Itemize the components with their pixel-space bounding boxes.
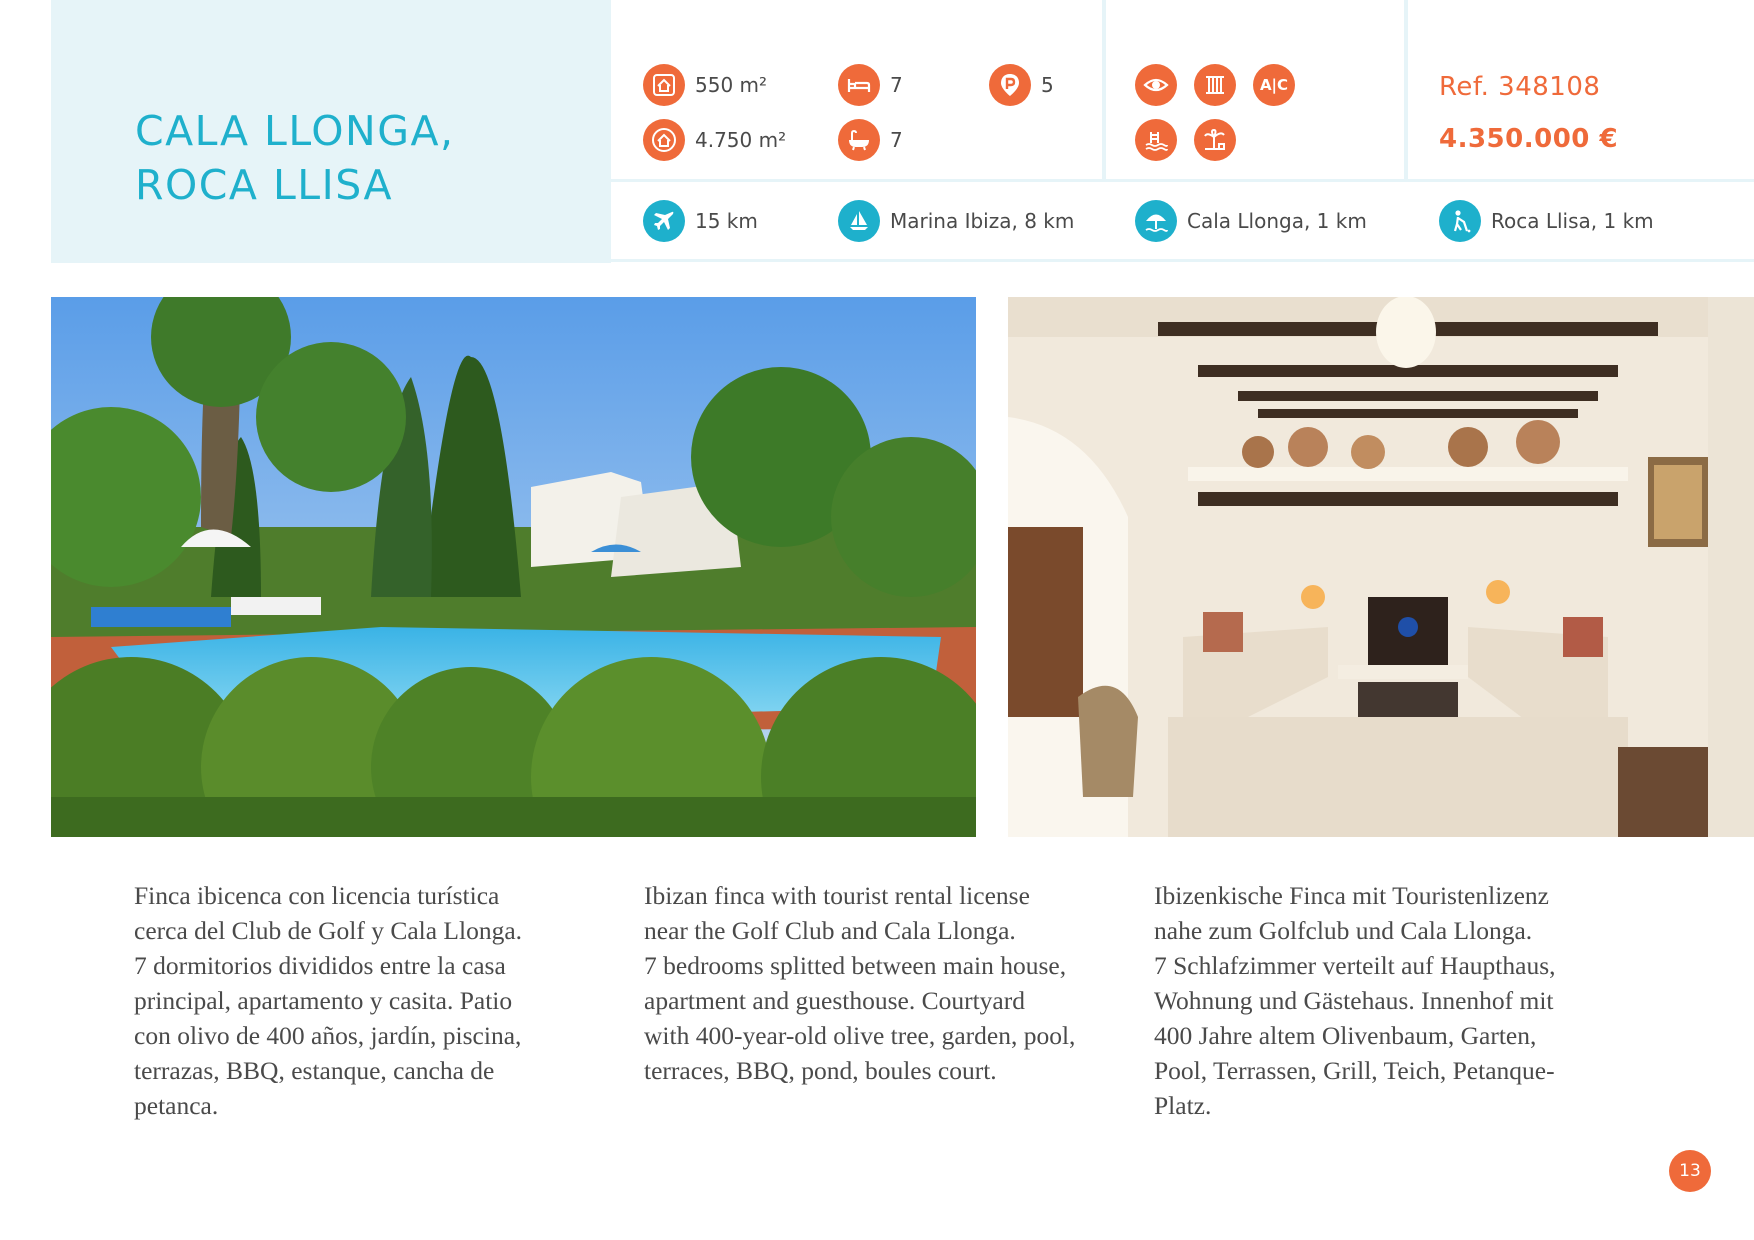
parking-value: 5: [1041, 73, 1054, 97]
amenity-pool: [1135, 119, 1177, 161]
page-number: 13: [1669, 1150, 1711, 1192]
beach-umbrella-icon: [1135, 200, 1177, 242]
plot-icon: [643, 119, 685, 161]
heating-icon: [1194, 64, 1236, 106]
distance-marina-label: Marina Ibiza, 8 km: [890, 209, 1075, 233]
bathtub-icon: [838, 119, 880, 161]
distance-marina: [838, 200, 1074, 242]
bedrooms-feature: [838, 64, 903, 106]
view-icon: [1135, 64, 1177, 106]
built-area-feature: [643, 64, 767, 106]
divider-horizontal-1: [611, 179, 1754, 182]
title-line-2: ROCA LLISA: [135, 161, 394, 209]
description-german: Ibizenkische Finca mit Touristenlizenz nahe zum Golfclub und Cala Llonga. 7 Schlafzimmer verteilt auf Haupthaus, Wohnung und Gästehaus. Innenhof mit 400 Jahre altem Olivenbaum, Garten, Pool, Terrassen, Grill, Teich, Petanque- Platz.: [1154, 881, 1556, 1120]
amenity-view: [1135, 64, 1177, 106]
title-line-1: CALA LLONGA,: [135, 107, 455, 155]
pool-icon: [1135, 119, 1177, 161]
distance-airport: [643, 200, 758, 242]
ac-label: A|C: [1259, 76, 1289, 94]
sailboat-icon: [838, 200, 880, 242]
bed-icon: [838, 64, 880, 106]
amenity-air-conditioning: [1253, 64, 1295, 106]
plot-area-feature: [643, 119, 786, 161]
parking-icon: [989, 64, 1031, 106]
parking-feature: [989, 64, 1054, 106]
distance-beach: [1135, 200, 1367, 242]
divider-horizontal-2: [611, 259, 1754, 262]
reference-number: Ref. 348108: [1439, 72, 1601, 102]
air-conditioning-icon: [1253, 64, 1295, 106]
distance-airport-label: 15 km: [695, 209, 758, 233]
title-panel: [51, 0, 611, 263]
distance-golf-label: Roca Llisa, 1 km: [1491, 209, 1654, 233]
distance-golf: [1439, 200, 1654, 242]
divider-vertical-2: [1404, 0, 1408, 179]
amenity-heating: [1194, 64, 1236, 106]
description-spanish: Finca ibicenca con licencia turística cerca del Club de Golf y Cala Llonga. 7 dormitorios divididos entre la casa principal, apartamento y casita. Patio con olivo de 400 años, jardín, piscina, terrazas, BBQ, estanque, cancha de petanca.: [134, 881, 523, 1120]
photo-garden-pool: [51, 297, 976, 837]
airplane-icon: [643, 200, 685, 242]
photo-living-room: [1008, 297, 1754, 837]
property-title: [135, 104, 455, 212]
property-price: 4.350.000 €: [1439, 124, 1619, 154]
bedrooms-value: 7: [890, 73, 903, 97]
plot-area-value: 4.750 m²: [695, 128, 787, 152]
garden-icon: [1194, 119, 1236, 161]
house-icon: [643, 64, 685, 106]
divider-vertical-1: [1102, 0, 1106, 179]
built-area-value: 550 m²: [695, 73, 768, 97]
bathrooms-feature: [838, 119, 903, 161]
amenity-garden: [1194, 119, 1236, 161]
distance-beach-label: Cala Llonga, 1 km: [1187, 209, 1367, 233]
bathrooms-value: 7: [890, 128, 903, 152]
golf-icon: [1439, 200, 1481, 242]
description-english: Ibizan finca with tourist rental license near the Golf Club and Cala Llonga. 7 bedrooms splitted between main house, apartment and guesthouse. Courtyard with 400-year-old olive tree, garden, pool, terraces, BBQ, pond, boules court.: [644, 881, 1076, 1085]
